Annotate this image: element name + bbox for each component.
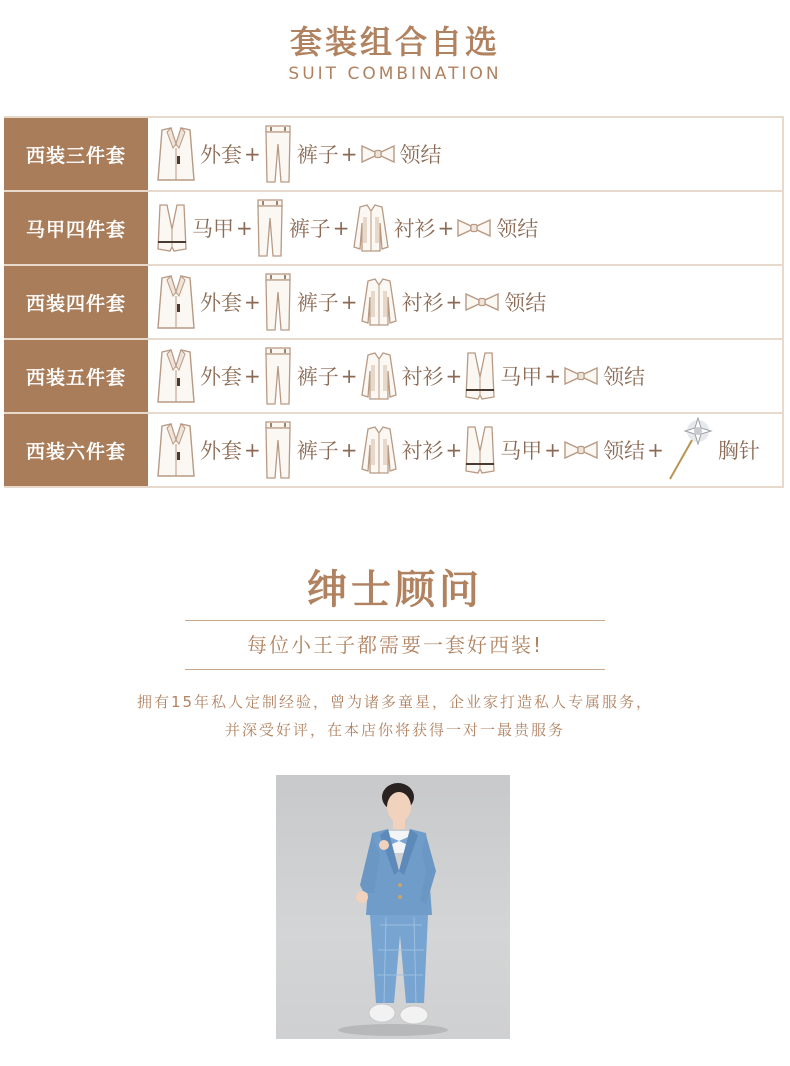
plus-sign: + bbox=[244, 438, 261, 462]
combo-item bbox=[352, 203, 436, 253]
plus-sign: + bbox=[544, 364, 562, 388]
combo-item-label: 衬衫 bbox=[393, 217, 436, 241]
section-subtitle: SUIT COMBINATION bbox=[288, 64, 502, 84]
pants-icon bbox=[263, 272, 293, 332]
combo-item bbox=[360, 425, 444, 475]
combo-item-label: 领结 bbox=[603, 439, 646, 463]
combo-label: 西装四件套 bbox=[4, 266, 148, 338]
combo-item-label: 裤子 bbox=[296, 291, 339, 315]
section-title: 套装组合自选 bbox=[289, 23, 500, 61]
combo-item bbox=[360, 139, 442, 169]
divider-line bbox=[185, 669, 605, 670]
combo-item bbox=[456, 213, 538, 243]
advisor-desc-line-2: 并深受好评，在本店你将获得一对一最贵服务 bbox=[224, 721, 565, 739]
bowtie-icon bbox=[464, 291, 500, 313]
combo-item bbox=[255, 198, 331, 258]
brooch-icon bbox=[666, 417, 714, 483]
pants-icon bbox=[263, 346, 293, 406]
plus-sign: + bbox=[244, 364, 261, 388]
advisor-description bbox=[0, 688, 790, 744]
combo-item-label: 衬衫 bbox=[401, 439, 444, 463]
combo-item-label: 胸针 bbox=[717, 439, 760, 463]
advisor-subtitle-box bbox=[185, 620, 605, 670]
plus-sign: + bbox=[340, 438, 358, 462]
section-header bbox=[0, 22, 790, 84]
combo-item bbox=[464, 425, 542, 475]
combo-item-label: 外套 bbox=[200, 439, 242, 463]
combo-item bbox=[360, 351, 444, 401]
plus-sign: + bbox=[437, 216, 455, 240]
combo-item bbox=[563, 435, 645, 465]
vest-icon bbox=[156, 203, 188, 253]
combination-table bbox=[4, 116, 784, 488]
pants-icon bbox=[263, 124, 293, 184]
combo-label: 西装三件套 bbox=[4, 118, 148, 190]
combo-item bbox=[263, 124, 339, 184]
combo-item bbox=[263, 346, 339, 406]
combo-item-label: 领结 bbox=[504, 291, 547, 315]
combo-item bbox=[156, 126, 242, 182]
combo-item-label: 裤子 bbox=[288, 217, 331, 241]
jacket-icon bbox=[156, 126, 196, 182]
pants-icon bbox=[255, 198, 285, 258]
plus-sign: + bbox=[340, 142, 358, 166]
combo-items bbox=[148, 192, 784, 264]
model-photo bbox=[276, 775, 510, 1039]
combo-item bbox=[156, 274, 242, 330]
advisor-desc-line-1: 拥有15年私人定制经验，曾为诸多童星，企业家打造私人专属服务， bbox=[136, 693, 654, 711]
vest-icon bbox=[464, 351, 496, 401]
combo-row bbox=[4, 414, 784, 488]
bowtie-icon bbox=[563, 439, 599, 461]
combo-item bbox=[464, 351, 542, 401]
shirt-icon bbox=[360, 277, 398, 327]
plus-sign: + bbox=[244, 290, 261, 314]
combo-item-label: 外套 bbox=[200, 143, 242, 167]
combo-item-label: 马甲 bbox=[192, 217, 234, 241]
divider-line bbox=[185, 620, 605, 621]
combo-row bbox=[4, 116, 784, 192]
advisor-title: 绅士顾问 bbox=[307, 567, 483, 613]
plus-sign: + bbox=[647, 438, 664, 462]
shirt-icon bbox=[360, 351, 398, 401]
combo-item bbox=[156, 348, 242, 404]
pants-icon bbox=[263, 420, 293, 480]
boy-in-suit-image bbox=[276, 775, 510, 1039]
plus-sign: + bbox=[244, 142, 261, 166]
combo-label: 西装五件套 bbox=[4, 340, 148, 412]
plus-sign: + bbox=[445, 438, 463, 462]
advisor-section bbox=[0, 566, 790, 744]
shirt-icon bbox=[352, 203, 390, 253]
combo-items bbox=[148, 340, 784, 412]
combo-item bbox=[156, 422, 242, 478]
combo-items bbox=[148, 414, 784, 486]
bowtie-icon bbox=[563, 365, 599, 387]
combo-item bbox=[563, 361, 645, 391]
combo-item-label: 领结 bbox=[496, 217, 539, 241]
combo-item bbox=[263, 272, 339, 332]
plus-sign: + bbox=[445, 364, 463, 388]
combo-item bbox=[666, 417, 760, 483]
jacket-icon bbox=[156, 348, 196, 404]
jacket-icon bbox=[156, 274, 196, 330]
combo-item bbox=[360, 277, 444, 327]
combo-item bbox=[464, 287, 546, 317]
combo-label: 西装六件套 bbox=[4, 414, 148, 486]
combo-label: 马甲四件套 bbox=[4, 192, 148, 264]
bowtie-icon bbox=[456, 217, 492, 239]
bowtie-icon bbox=[360, 143, 396, 165]
combo-items bbox=[148, 266, 784, 338]
combo-item-label: 外套 bbox=[200, 365, 242, 389]
plus-sign: + bbox=[340, 290, 358, 314]
combo-item-label: 领结 bbox=[399, 143, 442, 167]
combo-row bbox=[4, 340, 784, 414]
combo-item-label: 马甲 bbox=[500, 439, 543, 463]
advisor-subtitle: 每位小王子都需要一套好西装! bbox=[246, 633, 544, 657]
plus-sign: + bbox=[544, 438, 562, 462]
combo-item-label: 裤子 bbox=[296, 365, 339, 389]
combo-row bbox=[4, 266, 784, 340]
combo-item-label: 马甲 bbox=[500, 365, 543, 389]
combo-item-label: 裤子 bbox=[296, 439, 339, 463]
plus-sign: + bbox=[236, 216, 253, 240]
combo-item-label: 裤子 bbox=[296, 143, 339, 167]
plus-sign: + bbox=[445, 290, 463, 314]
combo-items bbox=[148, 118, 784, 190]
vest-icon bbox=[464, 425, 496, 475]
combo-item-label: 衬衫 bbox=[401, 365, 444, 389]
plus-sign: + bbox=[340, 364, 358, 388]
combo-item bbox=[156, 203, 234, 253]
combo-item-label: 领结 bbox=[603, 365, 646, 389]
jacket-icon bbox=[156, 422, 196, 478]
combo-item-label: 外套 bbox=[200, 291, 242, 315]
combo-row bbox=[4, 192, 784, 266]
combo-item bbox=[263, 420, 339, 480]
plus-sign: + bbox=[332, 216, 350, 240]
shirt-icon bbox=[360, 425, 398, 475]
combo-item-label: 衬衫 bbox=[401, 291, 444, 315]
